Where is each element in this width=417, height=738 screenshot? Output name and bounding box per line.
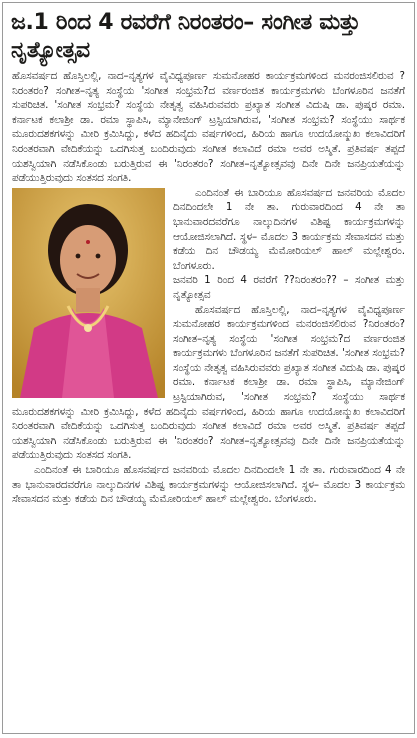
article-body [3,69,414,507]
article-paragraph-1: ಹೊಸವರ್ಷದ ಹೊಸ್ತಿಲಲ್ಲಿ, ನಾದ–ನೃತ್ಯಗಳ ವೈವಿಧ್ಯಪೂರ್ಣ ಸುಮನೋಹರ ಕಾರ್ಯಕ್ರಮಗಳಿಂದ ಮನರಂಜಿಸಲಿರುವ ?ನಿರಂತರಂ? ಸಂಗೀತ–ನೃತ್ಯ ಸಂಸ್ಥೆಯ 'ಸಂಗೀತ ಸಂಭ್ರಮ?ದ ವರ್ಣರಂಜಿತ ಕಾರ್ಯಕ್ರಮಗಳು ಬೆಂಗಳೂರಿನ ಜನತೆಗೆ ಸುಪರಿಚಿತ. 'ಸಂಗೀತ ಸಂಭ್ರಮ? ಸಂಸ್ಥೆಯ ನೇತೃತ್ವ ವಹಿಸಿರುವವರು ಪ್ರಖ್ಯಾತ ಸಂಗೀತ ವಿದುಷಿ ಡಾ. ಪುಷ್ಕರ ರಮಾ. ಕರ್ನಾಟಕ ಕಲಾಶ್ರೀ ಡಾ. ರಮಾ ಸ್ಥಾಪಿಸಿ, ಮ್ಯಾನೇಜಿಂಗ್ ಟ್ರಸ್ಟಿಯಾಗಿರುವ, 'ಸಂಗೀತ ಸಂಭ್ರಮ? ಸಂಸ್ಥೆಯು ಸಾರ್ಥಕ ಮೂರುದಶಕಗಳನ್ನು ಮೀರಿ ಕ್ರಮಿಸಿದ್ದು, ಕಳೆದ ಹದಿನೈದು ವರ್ಷಗಳಿಂದ, ಹಿರಿಯ ಹಾಗೂ ಉದಯೋನ್ಮುಖ ಕಲಾವಿದರಿಗೆ ನಿರಂತರವಾಗಿ ವೇದಿಕೆಯನ್ನು ಒದಗಿಸುತ್ತ ಬಂದಿರುವುದು ಸಂಗೀತ ಕಲಾವಿದೆ ರಮಾ ಅವರ ಅಸ್ಮಿತೆ. ಪ್ರತಿವರ್ಷ ತಪ್ಪದೆ ಯಶಸ್ವಿಯಾಗಿ ನಡೆಸಿಕೊಂಡು ಬರುತ್ತಿರುವ ಈ 'ನಿರಂತರಂ? ಸಂಗೀತ–ನೃತ್ಯೋತ್ಸವವು ದಿನೇ ದಿನೇ ಜನಪ್ರಿಯತೆಯನ್ನು ಪಡೆಯುತ್ತಿರುವುದು ಸಂತಸದ ಸಂಗತಿ. [12,70,405,185]
portrait-photo [12,188,165,398]
article-subheading: ಜನವರಿ 1 ರಿಂದ 4 ರವರೆಗೆ ??ನಿರಂತರಂ?? – ಸಂಗೀತ ಮತ್ತು ನೃತ್ಯೋತ್ಸವ [173,274,405,301]
article-paragraph-3: ಹೊಸವರ್ಷದ ಹೊಸ್ತಿಲಲ್ಲಿ, ನಾದ–ನೃತ್ಯಗಳ ವೈವಿಧ್ಯಪೂರ್ಣ ಸುಮನೋಹರ ಕಾರ್ಯಕ್ರಮಗಳಿಂದ ಮನರಂಜಿಸಲಿರುವ ?ನಿರಂತರಂ? ಸಂಗೀತ–ನೃತ್ಯ ಸಂಸ್ಥೆಯ 'ಸಂಗೀತ ಸಂಭ್ರಮ?ದ ವರ್ಣರಂಜಿತ ಕಾರ್ಯಕ್ರಮಗಳು ಬೆಂಗಳೂರಿನ ಜನತೆಗೆ ಸುಪರಿಚಿತ. 'ಸಂಗೀತ ಸಂಭ್ರಮ? ಸಂಸ್ಥೆಯ ನೇತೃತ್ವ ವಹಿಸಿರುವವರು ಪ್ರಖ್ಯಾತ ಸಂಗೀತ ವಿದುಷಿ ಡಾ. ಪುಷ್ಕರ ರಮಾ. ಕರ್ನಾಟಕ ಕಲಾಶ್ರೀ ಡಾ. ರಮಾ ಸ್ಥಾಪಿಸಿ, ಮ್ಯಾನೇಜಿಂಗ್ ಟ್ರಸ್ಟಿಯಾಗಿರುವ, 'ಸಂಗೀತ ಸಂಭ್ರಮ? ಸಂಸ್ಥೆಯು ಸಾರ್ಥಕ ಮೂರುದಶಕಗಳನ್ನು ಮೀರಿ ಕ್ರಮಿಸಿದ್ದು, ಕಳೆದ ಹದಿನೈದು ವರ್ಷಗಳಿಂದ, ಹಿರಿಯ ಹಾಗೂ ಉದಯೋನ್ಮುಖ ಕಲಾವಿದರಿಗೆ ನಿರಂತರವಾಗಿ ವೇದಿಕೆಯನ್ನು ಒದಗಿಸುತ್ತ ಬಂದಿರುವುದು ಸಂಗೀತ ಕಲಾವಿದೆ ರಮಾ ಅವರ ಅಸ್ಮಿತೆ. ಪ್ರತಿವರ್ಷ ತಪ್ಪದೆ ಯಶಸ್ವಿಯಾಗಿ ನಡೆಸಿಕೊಂಡು ಬರುತ್ತಿರುವ ಈ 'ನಿರಂತರಂ? ಸಂಗೀತ–ನೃತ್ಯೋತ್ಸವವು ದಿನೇ ದಿನೇ ಜನಪ್ರಿಯತೆಯನ್ನು ಪಡೆಯುತ್ತಿರುವುದು ಸಂತಸದ ಸಂಗತಿ. [12,303,405,462]
article-paragraph-2: ಎಂದಿನಂತೆ ಈ ಬಾರಿಯೂ ಹೊಸವರ್ಷದ ಜನವರಿಯ ಮೊದಲ ದಿನದಿಂದಲೇ 1 ನೇ ತಾ. ಗುರುವಾರದಿಂದ 4 ನೇ ತಾ ಭಾನುವಾರದವರೆಗೂ ನಾಲ್ಕುದಿನಗಳ ವಿಶಿಷ್ಟ ಕಾರ್ಯಕ್ರಮಗಳನ್ನು ಆಯೋಜಿಸಲಾಗಿದೆ. ಸ್ಥಳ– ಮೊದಲ 3 ಕಾರ್ಯಕ್ರಮ ಸೇವಾಸದನ ಮತ್ತು ಕಡೆಯ ದಿನ ಚೌಡಯ್ಯ ಮೆಮೋರಿಯಲ್ ಹಾಲ್ ಮಲ್ಲೇಶ್ವರಂ. ಬೆಂಗಳೂರು. [173,186,405,272]
article-headline: ಜ.1 ರಿಂದ 4 ರವರೆಗೆ ನಿರಂತರಂ– ಸಂಗೀತ ಮತ್ತು ನೃತ್ಯೋತ್ಸವ [11,10,361,63]
news-clipping [2,2,415,734]
article-paragraph-4: ಎಂದಿನಂತೆ ಈ ಬಾರಿಯೂ ಹೊಸವರ್ಷದ ಜನವರಿಯ ಮೊದಲ ದಿನದಿಂದಲೇ 1 ನೇ ತಾ. ಗುರುವಾರದಿಂದ 4 ನೇ ತಾ ಭಾನುವಾರದವರೆಗೂ ನಾಲ್ಕುದಿನಗಳ ವಿಶಿಷ್ಟ ಕಾರ್ಯಕ್ರಮಗಳನ್ನು ಆಯೋಜಿಸಲಾಗಿದೆ. ಸ್ಥಳ– ಮೊದಲ 3 ಕಾರ್ಯಕ್ರಮ ಸೇವಾಸದನ ಮತ್ತು ಕಡೆಯ ದಿನ ಚೌಡಯ್ಯ ಮೆಮೋರಿಯಲ್ ಹಾಲ್ ಮಲ್ಲೇಶ್ವರಂ. ಬೆಂಗಳೂರು. [12,464,405,506]
